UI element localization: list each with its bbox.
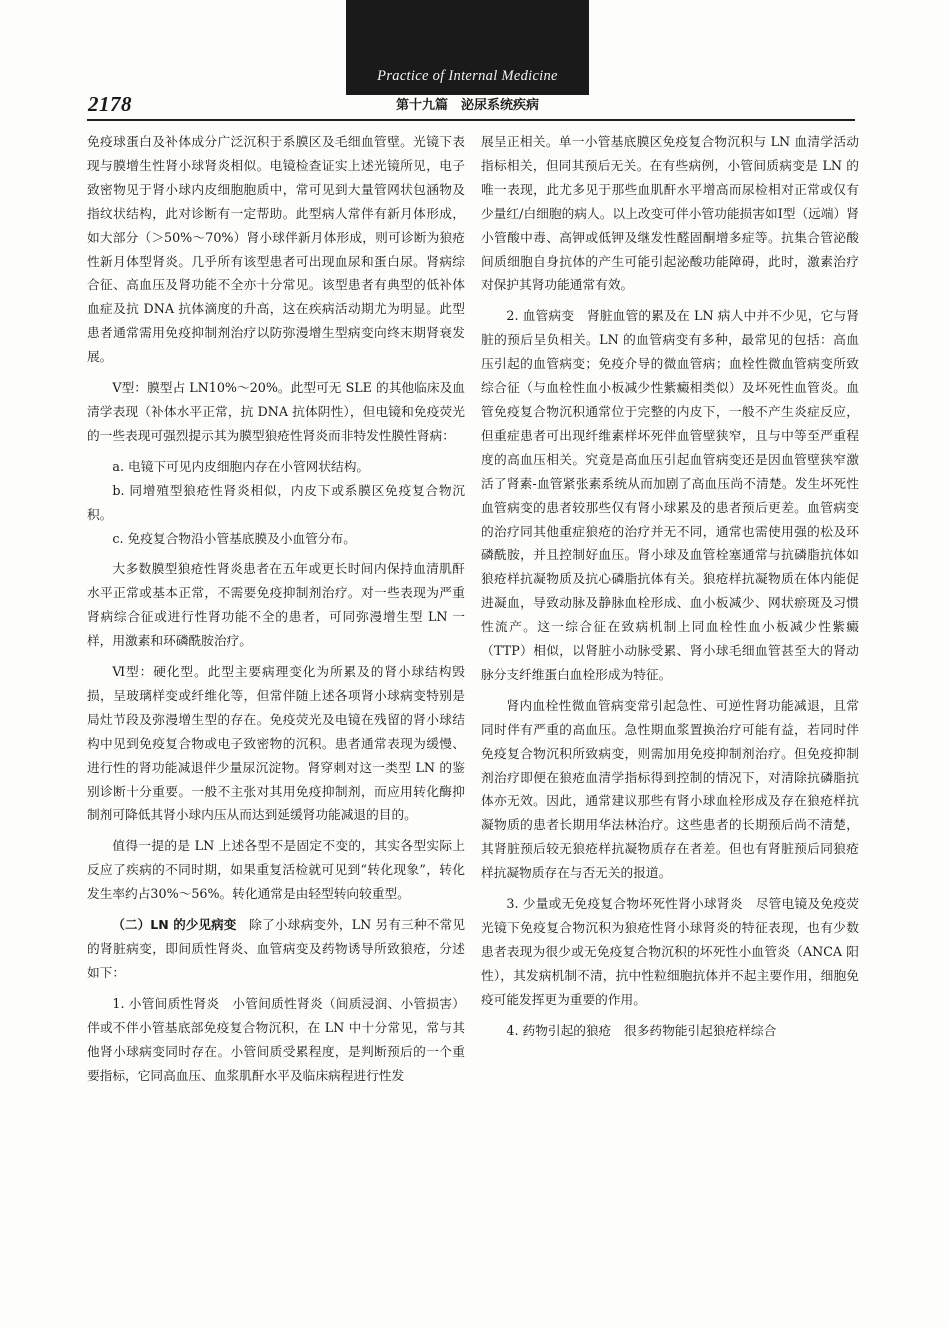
paragraph: Ⅵ型：硬化型。此型主要病理变化为所累及的肾小球结构毁损，呈玻璃样变或纤维化等，但常伴随上述各项肾小球病变特别是局灶节段及弥漫增生型的存在。免疫荧光及电镜在残留的肾小球结构中见到免疫复合物或电子致密物的沉积。患者通常表现为缓慢、进行性的肾功能减退伴少量尿沉淀物。肾穿刺对这一类型 LN 的鉴别诊断十分重要。一般不主张对其用免疫抑制剂，而应用转化酶抑制剂可降低其肾小球内压从而达到延缓肾功能减退的目的。 [87,664,465,823]
paragraph: 免疫球蛋白及补体成分广泛沉积于系膜区及毛细血管壁。光镜下表现与膜增生性肾小球肾炎相似。电镜检查证实上述光镜所见，电子致密物见于肾小球内皮细胞胞质中，常可见到大量管网状包涵物及指纹状结构，此对诊断有一定帮助。此型病人常伴有新月体形成，如大部分（＞50%～70%）肾小球伴新月体形成，则可诊断为狼疮性新月体型肾炎。几乎所有该型患者可出现血尿和蛋白尿。肾病综合征、高血压及肾功能不全亦十分常见。该型患者有典型的低补体血症及抗 DNA 抗体滴度的升高，这在疾病活动期尤为明显。此型患者通常需用免疫抑制剂治疗以防弥漫增生型病变向终末期肾衰发展。 [87,134,465,365]
paragraph: 肾内血栓性微血管病变常引起急性、可逆性肾功能减退，且常同时伴有严重的高血压。急性期血浆置换治疗可能有益，若同时伴免疫复合物沉积所致病变，则需加用免疫抑制剂治疗。但免疫抑制剂治疗即便在狼疮血清学指标得到控制的情况下，对清除抗磷脂抗体亦无效。因此，通常建议那些有肾小球血栓形成及存在狼疮样抗凝物质的患者长期用华法林治疗。这些患者的长期预后尚不清楚，其肾脏预后较无狼疮样抗凝物质存在者差。但也有肾脏预后同狼疮样抗凝物质存在与否无关的报道。 [481,697,859,881]
paragraph: 值得一提的是 LN 上述各型不是固定不变的，其实各型实际上反应了疾病的不同时期，如果重复活检就可见到“转化现象”，转化发生率约占30%～56%。转化通常是由轻型转向较重型。 [87,838,465,902]
paragraph: 3. 少量或无免疫复合物坏死性肾小球肾炎 尽管电镜及免疫荧光镜下免疫复合物沉积为狼疮性肾小球肾炎的特征表现，也有少数患者表现为很少或无免疫复合物沉积的坏死性小血管炎（ANCA 阳性），其发病机制不清，抗中性粒细胞抗体并不起主要作用，细胞免疫可能发挥更为重要的作用。 [481,896,859,1007]
left-column [87,130,465,1094]
right-column [481,130,859,1050]
list-item: a. 电镜下可见内皮细胞内存在小管网状结构。 [112,458,370,474]
section-title: 第十九篇 泌尿系统疾病 [395,98,539,113]
page-number: 2178 [88,92,132,116]
paragraph: 大多数膜型狼疮性肾炎患者在五年或更长时间内保持血清肌酐水平正常或基本正常，不需要免疫抑制剂治疗。对一些表现为严重肾病综合征或进行性肾功能不全的患者，可同弥漫增生型 LN 一样，用激素和环磷酰胺治疗。 [87,561,465,649]
paragraph: 1. 小管间质性肾炎 小管间质性肾炎（间质浸润、小管损害）伴或不伴小管基底部免疫复合物沉积，在 LN 中十分常见，常与其他肾小球病变同时存在。小管间质受累程度，是判断预后的一个重要指标，它同高血压、血浆肌酐水平及临床病程进行性发 [87,995,465,1083]
paragraph: 展呈正相关。单一小管基底膜区免疫复合物沉积与 LN 血清学活动指标相关，但同其预后无关。在有些病例，小管间质病变是 LN 的唯一表现，此尤多见于那些血肌酐水平增高而尿检相对正常或仅有少量红/白细胞的病人。以上改变可伴小管功能损害如Ⅰ型（远端）肾小管酸中毒、高钾或低钾及继发性醛固酮增多症等。抗集合管泌酸间质细胞自身抗体的产生可能引起泌酸功能障碍，此时，激素治疗对保护其肾功能通常有效。 [481,134,859,293]
header-rule [87,119,855,121]
paragraph: 2. 血管病变 肾脏血管的累及在 LN 病人中并不少见，它与肾脏的预后呈负相关。LN 的血管病变有多种，最常见的包括：高血压引起的血管病变；免疫介导的微血管病；血栓性微血管病变所致综合征（与血栓性血小板减少性紫癜相类似）及坏死性血管炎。血管免疫复合物沉积通常位于完整的内皮下，一般不产生炎症反应，但重症患者可出现纤维素样坏死伴血管壁狭窄，且与中等至严重程度的高血压相关。究竟是高血压引起血管病变还是因血管壁狭窄激活了肾素-血管紧张素系统从而加剧了高血压尚不清楚。发生坏死性血管病变的患者较那些仅有肾小球累及的患者预后更差。血管病变的治疗同其他重症狼疮的治疗并无不同，通常也需使用强的松及环磷酰胺，并且控制好血压。肾小球及血管栓塞通常与抗磷脂抗体如狼疮样抗凝物质及抗心磷脂抗体有关。狼疮样抗凝物质在体内能促进凝血，导致动脉及静脉血栓形成、血小板减少、网状瘀斑及习惯性流产。这一综合征在致病机制上同血栓性血小板减少性紫癜（TTP）相似，以肾脏小动脉受累、肾小球毛细血管甚至大的肾动脉分支纤维蛋白血栓形成为特征。 [481,308,859,682]
subsection-heading: （二）LN 的少见病变 [112,917,237,933]
journal-title: Practice of Internal Medicine [377,68,558,84]
paragraph [87,913,465,985]
paragraph: Ⅴ型：膜型占 LN10%～20%。此型可无 SLE 的其他临床及血清学表现（补体水平正常，抗 DNA 抗体阴性），但电镜和免疫荧光的一些表现可强烈提示其为膜型狼疮性肾炎而非特发性膜性肾病： [87,380,465,443]
paragraph: 4. 药物引起的狼疮 很多药物能引起狼疮样综合 [506,1022,777,1038]
journal-header-band [346,0,589,95]
list-item: b. 同增殖型狼疮性肾炎相似，内皮下或系膜区免疫复合物沉积。 [87,482,465,522]
list-item: c. 免疫复合物沿小管基底膜及小血管分布。 [112,530,356,546]
paragraph-text: 除了小球病变外，LN 另有三种不常见的肾脏病变，即间质性肾炎、血管病变及药物诱导所致狼疮，分述如下： [87,917,466,980]
